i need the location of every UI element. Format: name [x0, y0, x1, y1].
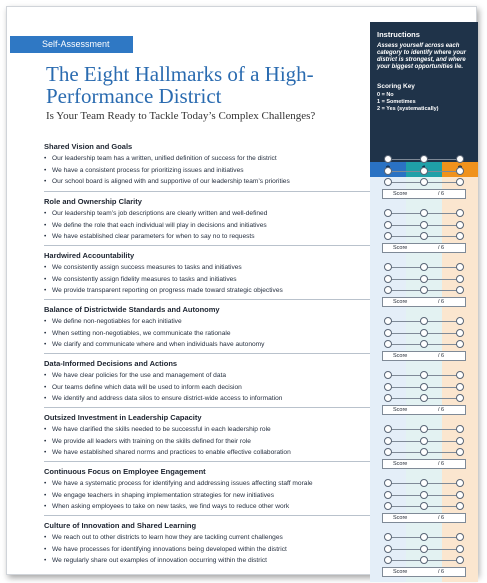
rating-radio-0[interactable] — [384, 221, 392, 229]
bullet-icon: • — [44, 395, 47, 402]
score-field[interactable] — [382, 189, 466, 199]
section-item — [44, 231, 374, 243]
section — [44, 353, 374, 405]
rating-radio-2[interactable] — [456, 448, 464, 456]
rating-row — [370, 424, 478, 434]
bullet-icon: • — [44, 287, 47, 294]
rating-row — [370, 285, 478, 295]
rating-radio-2[interactable] — [456, 502, 464, 510]
rating-radio-1[interactable] — [420, 502, 428, 510]
rating-radio-0[interactable] — [384, 556, 392, 564]
scoring-key-0: 0 = No — [377, 92, 394, 98]
bullet-icon: • — [44, 491, 47, 499]
rating-radio-0[interactable] — [384, 329, 392, 337]
section-heading: Shared Vision and Goals — [44, 142, 133, 151]
section-item-text: We consistently assign success measures to tasks and initiatives — [52, 264, 242, 271]
rating-radio-1[interactable] — [420, 155, 428, 163]
score-field[interactable] — [382, 297, 466, 307]
rating-radio-1[interactable] — [420, 533, 428, 541]
rating-radio-1[interactable] — [420, 263, 428, 271]
bullet-icon: • — [44, 534, 47, 541]
rating-radio-2[interactable] — [456, 479, 464, 487]
rating-radio-0[interactable] — [384, 340, 392, 348]
section-item — [44, 555, 374, 567]
section-item-text: We clarify and communicate where and when individuals have autonomy — [52, 341, 265, 348]
rating-radio-1[interactable] — [420, 286, 428, 294]
rating-radio-1[interactable] — [420, 448, 428, 456]
section-item — [44, 220, 374, 232]
section-item — [44, 424, 374, 436]
section-item — [44, 208, 374, 220]
rating-radio-2[interactable] — [456, 545, 464, 553]
rating-radio-1[interactable] — [420, 545, 428, 553]
rating-radio-2[interactable] — [456, 556, 464, 564]
rating-row — [370, 555, 478, 565]
section-item-text: We identify and address data silos to ensure district-wide access to information — [52, 395, 283, 402]
score-field[interactable] — [382, 243, 466, 253]
score-denominator: / 6 — [438, 299, 445, 305]
rating-radio-2[interactable] — [456, 371, 464, 379]
rating-radio-1[interactable] — [420, 209, 428, 217]
section — [44, 515, 374, 567]
rating-radio-1[interactable] — [420, 221, 428, 229]
section-item — [44, 262, 374, 274]
rating-row — [370, 478, 478, 488]
rating-row — [370, 316, 478, 326]
rating-radio-1[interactable] — [420, 340, 428, 348]
page-subtitle: Is Your Team Ready to Tackle Today’s Complex Challenges? — [46, 110, 316, 122]
rating-radio-0[interactable] — [384, 545, 392, 553]
bullet-icon: • — [44, 426, 47, 433]
rating-radio-0[interactable] — [384, 448, 392, 456]
section-item — [44, 532, 374, 544]
section-item — [44, 316, 374, 328]
section — [44, 461, 374, 513]
rating-radio-0[interactable] — [384, 209, 392, 217]
section-item — [44, 153, 374, 165]
self-assessment-tag: Self-Assessment — [10, 36, 133, 53]
bullet-icon: • — [44, 372, 47, 379]
rating-row — [370, 544, 478, 554]
section-item — [44, 382, 374, 394]
section-item — [44, 544, 374, 556]
scoring-panel — [370, 22, 478, 582]
rating-radio-1[interactable] — [420, 437, 428, 445]
rating-radio-1[interactable] — [420, 167, 428, 175]
section-item-text: We have established shared norms and practices to enable effective collaboration — [52, 449, 291, 456]
rating-radio-2[interactable] — [456, 155, 464, 163]
rating-radio-0[interactable] — [384, 383, 392, 391]
rating-radio-2[interactable] — [456, 317, 464, 325]
bullet-icon: • — [44, 233, 47, 240]
score-label: Score — [393, 299, 408, 305]
rating-radio-1[interactable] — [420, 275, 428, 283]
score-denominator: / 6 — [438, 515, 445, 521]
section-item — [44, 165, 374, 177]
rating-row — [370, 177, 478, 187]
bullet-icon: • — [44, 155, 47, 162]
section-item-text: We have processes for identifying innovations being developed within the district — [52, 545, 287, 553]
section — [44, 137, 374, 188]
section-item-text: Our teams define which data will be used to inform each decision — [52, 383, 242, 391]
rating-radio-0[interactable] — [384, 437, 392, 445]
rating-row — [370, 370, 478, 380]
rating-row — [370, 231, 478, 241]
score-denominator: / 6 — [438, 353, 445, 359]
section-item-text: We provide transparent reporting on progress made toward strategic objectives — [52, 287, 283, 294]
rating-radio-2[interactable] — [456, 425, 464, 433]
scoring-key-title: Scoring Key — [377, 83, 415, 90]
bullet-icon: • — [44, 318, 47, 325]
section-item-text: We regularly share out examples of innovation occurring within the district — [52, 557, 268, 564]
section-item-text: Our leadership team’s job descriptions are clearly written and well-defined — [52, 210, 268, 217]
rating-radio-2[interactable] — [456, 340, 464, 348]
rating-row — [370, 501, 478, 511]
section-item-text: We consistently assign fidelity measures to tasks and initiatives — [52, 275, 237, 283]
rating-radio-1[interactable] — [420, 491, 428, 499]
score-label: Score — [393, 569, 408, 575]
rating-radio-0[interactable] — [384, 425, 392, 433]
bullet-icon: • — [44, 557, 47, 564]
score-label: Score — [393, 515, 408, 521]
page-title: The Eight Hallmarks of a High-Performance District — [46, 62, 314, 108]
rating-radio-2[interactable] — [456, 221, 464, 229]
bullet-icon: • — [44, 545, 47, 553]
bullet-icon: • — [44, 449, 47, 456]
section-item-text: We provide all leaders with training on the skills defined for their role — [52, 437, 251, 445]
section-item — [44, 490, 374, 502]
rating-row — [370, 328, 478, 338]
rating-radio-2[interactable] — [456, 209, 464, 217]
rating-row — [370, 382, 478, 392]
rating-row — [370, 166, 478, 176]
bullet-icon: • — [44, 383, 47, 391]
rating-radio-2[interactable] — [456, 263, 464, 271]
score-label: Score — [393, 191, 408, 197]
rating-radio-0[interactable] — [384, 263, 392, 271]
section-item — [44, 501, 374, 513]
score-label: Score — [393, 461, 408, 467]
score-denominator: / 6 — [438, 191, 445, 197]
bullet-icon: • — [44, 437, 47, 445]
rating-row — [370, 436, 478, 446]
rating-radio-2[interactable] — [456, 383, 464, 391]
section-heading: Balance of Districtwide Standards and Autonomy — [44, 305, 220, 314]
rating-radio-1[interactable] — [420, 383, 428, 391]
section — [44, 191, 374, 243]
section-item — [44, 447, 374, 459]
section — [44, 299, 374, 351]
score-label: Score — [393, 245, 408, 251]
section-item — [44, 285, 374, 297]
rating-radio-2[interactable] — [456, 437, 464, 445]
rating-radio-2[interactable] — [456, 533, 464, 541]
rating-radio-0[interactable] — [384, 394, 392, 402]
rating-radio-1[interactable] — [420, 329, 428, 337]
rating-row — [370, 490, 478, 500]
section-item-text: We have a consistent process for prioritizing issues and initiatives — [52, 166, 244, 174]
rating-radio-2[interactable] — [456, 167, 464, 175]
section-item-text: We have established clear parameters for when to say no to requests — [52, 233, 255, 240]
rating-radio-1[interactable] — [420, 178, 428, 186]
rating-radio-0[interactable] — [384, 232, 392, 240]
section-item-text: We have clarified the skills needed to be successful in each leadership role — [52, 426, 271, 433]
bullet-icon: • — [44, 275, 47, 283]
rating-radio-0[interactable] — [384, 479, 392, 487]
instructions-box — [370, 22, 478, 162]
section-item — [44, 176, 374, 188]
rating-radio-1[interactable] — [420, 394, 428, 402]
bullet-icon: • — [44, 221, 47, 229]
bullet-icon: • — [44, 329, 47, 337]
score-field[interactable] — [382, 351, 466, 361]
section-item-text: We define non-negotiables for each initiative — [52, 318, 182, 325]
rating-radio-0[interactable] — [384, 502, 392, 510]
score-field[interactable] — [382, 567, 466, 577]
bullet-icon: • — [44, 341, 47, 348]
rating-radio-1[interactable] — [420, 479, 428, 487]
rating-row — [370, 208, 478, 218]
rating-radio-0[interactable] — [384, 275, 392, 283]
bullet-icon: • — [44, 166, 47, 174]
rating-row — [370, 393, 478, 403]
bullet-icon: • — [44, 480, 47, 487]
score-denominator: / 6 — [438, 461, 445, 467]
section-item — [44, 328, 374, 340]
rating-radio-1[interactable] — [420, 556, 428, 564]
rating-row — [370, 262, 478, 272]
section-heading: Culture of Innovation and Shared Learning — [44, 521, 197, 530]
section — [44, 407, 374, 459]
rating-radio-0[interactable] — [384, 167, 392, 175]
score-denominator: / 6 — [438, 407, 445, 413]
score-label: Score — [393, 353, 408, 359]
score-field[interactable] — [382, 459, 466, 469]
rating-radio-0[interactable] — [384, 371, 392, 379]
rating-row — [370, 154, 478, 164]
section-item-text: Our leadership team has a written, unified definition of success for the district — [52, 155, 277, 162]
score-denominator: / 6 — [438, 245, 445, 251]
rating-radio-0[interactable] — [384, 317, 392, 325]
section-item-text: We reach out to other districts to learn how they are tackling current challenges — [52, 534, 283, 541]
section-item-text: We define the role that each individual will play in decisions and initiatives — [52, 221, 267, 229]
bullet-icon: • — [44, 178, 47, 185]
section-item-text: Our school board is aligned with and supportive of our leadership team’s priorities — [52, 178, 290, 185]
score-denominator: / 6 — [438, 569, 445, 575]
section-heading: Role and Ownership Clarity — [44, 197, 142, 206]
section-item — [44, 370, 374, 382]
rating-radio-0[interactable] — [384, 178, 392, 186]
section-item — [44, 339, 374, 351]
section — [44, 245, 374, 297]
section-item — [44, 478, 374, 490]
rating-row — [370, 447, 478, 457]
rating-row — [370, 339, 478, 349]
rating-radio-2[interactable] — [456, 329, 464, 337]
scoring-key-1: 1 = Sometimes — [377, 99, 416, 105]
rating-row — [370, 532, 478, 542]
bullet-icon: • — [44, 210, 47, 217]
scoring-key-2: 2 = Yes (systematically) — [377, 106, 439, 112]
section-heading: Hardwired Accountability — [44, 251, 135, 260]
score-label: Score — [393, 407, 408, 413]
instructions-text: Assess yourself across each category to identify where your district is strongest, and where your biggest opportunities lie. — [377, 43, 467, 70]
rating-radio-1[interactable] — [420, 371, 428, 379]
rating-radio-2[interactable] — [456, 286, 464, 294]
instructions-title: Instructions — [377, 30, 420, 39]
rating-radio-0[interactable] — [384, 491, 392, 499]
rating-radio-0[interactable] — [384, 533, 392, 541]
bullet-icon: • — [44, 503, 47, 510]
section-item-text: When asking employees to take on new tasks, we find ways to reduce other work — [52, 503, 290, 510]
rating-radio-1[interactable] — [420, 425, 428, 433]
rating-radio-0[interactable] — [384, 286, 392, 294]
assessment-page — [6, 6, 477, 575]
section-item-text: We engage teachers in shaping implementation strategies for new initiatives — [52, 491, 274, 499]
score-field[interactable] — [382, 405, 466, 415]
rating-radio-0[interactable] — [384, 155, 392, 163]
section-heading: Data-Informed Decisions and Actions — [44, 359, 178, 368]
rating-radio-1[interactable] — [420, 317, 428, 325]
rating-row — [370, 220, 478, 230]
section-heading: Outsized Investment in Leadership Capacity — [44, 413, 202, 422]
rating-radio-2[interactable] — [456, 232, 464, 240]
bullet-icon: • — [44, 264, 47, 271]
rating-radio-1[interactable] — [420, 232, 428, 240]
section-heading: Continuous Focus on Employee Engagement — [44, 467, 206, 476]
rating-radio-2[interactable] — [456, 178, 464, 186]
rating-radio-2[interactable] — [456, 275, 464, 283]
section-item — [44, 393, 374, 405]
section-item-text: We have a systematic process for identifying and addressing issues affecting staff morale — [52, 480, 313, 487]
rating-radio-2[interactable] — [456, 394, 464, 402]
section-item — [44, 436, 374, 448]
section-item-text: We have clear policies for the use and management of data — [52, 372, 226, 379]
rating-radio-2[interactable] — [456, 491, 464, 499]
score-field[interactable] — [382, 513, 466, 523]
section-item — [44, 274, 374, 286]
section-item-text: When setting non-negotiables, we communicate the rationale — [52, 329, 231, 337]
rating-row — [370, 274, 478, 284]
